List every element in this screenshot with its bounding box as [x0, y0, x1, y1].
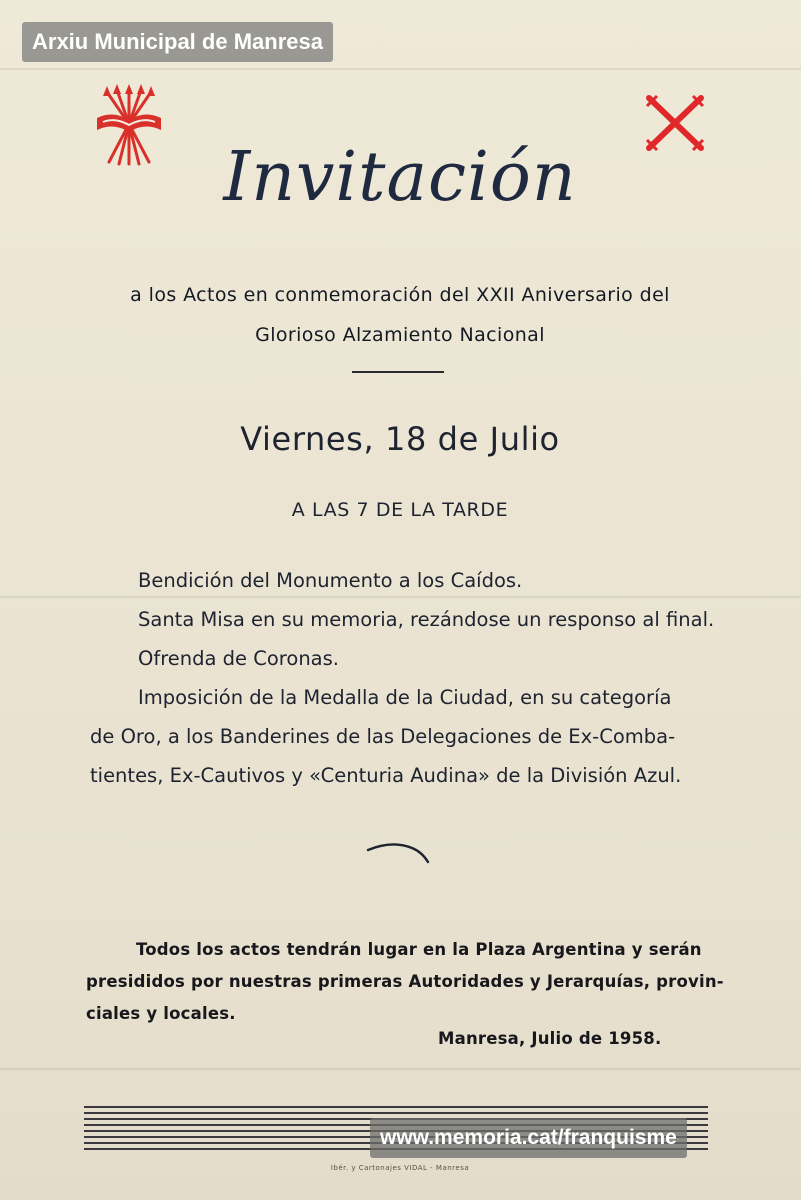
- printer-imprint: Ibér. y Cartonajes VIDAL - Manresa: [330, 1164, 470, 1172]
- invitation-title: Invitación: [223, 138, 577, 217]
- event-date: Viernes, 18 de Julio: [240, 420, 560, 458]
- program-line: Ofrenda de Coronas.: [138, 647, 339, 670]
- subtitle-line-1: a los Actos en conmemoración del XXII Aniversario del: [130, 284, 670, 306]
- paper-fold: [0, 1068, 801, 1070]
- event-time: A LAS 7 DE LA TARDE: [291, 499, 509, 521]
- ornament-swash: [366, 840, 430, 866]
- closing-line: Todos los actos tendrán lugar en la Plaza Argentina y serán: [136, 940, 702, 959]
- program-line: Bendición del Monumento a los Caídos.: [138, 569, 523, 592]
- divider-rule: [352, 371, 444, 373]
- signature-line: Manresa, Julio de 1958.: [438, 1029, 662, 1048]
- closing-line: presididos por nuestras primeras Autoridades y Jerarquías, provin-: [86, 972, 724, 991]
- closing-line: ciales y locales.: [86, 1004, 236, 1023]
- subtitle-line-2: Glorioso Alzamiento Nacional: [255, 324, 545, 346]
- program-line: Imposición de la Medalla de la Ciudad, en su categoría: [138, 686, 672, 709]
- archive-watermark: Arxiu Municipal de Manresa: [22, 22, 333, 62]
- program-line: tientes, Ex-Cautivos y «Centuria Audina» de la División Azul.: [90, 764, 682, 787]
- program-line: Santa Misa en su memoria, rezándose un responso al final.: [138, 608, 715, 631]
- paper-fold: [0, 596, 801, 598]
- website-watermark: www.memoria.cat/franquisme: [370, 1118, 687, 1158]
- burgundy-cross-icon: [643, 92, 707, 154]
- program-line: de Oro, a los Banderines de las Delegaciones de Ex-Comba-: [90, 725, 676, 748]
- paper-fold: [0, 68, 801, 70]
